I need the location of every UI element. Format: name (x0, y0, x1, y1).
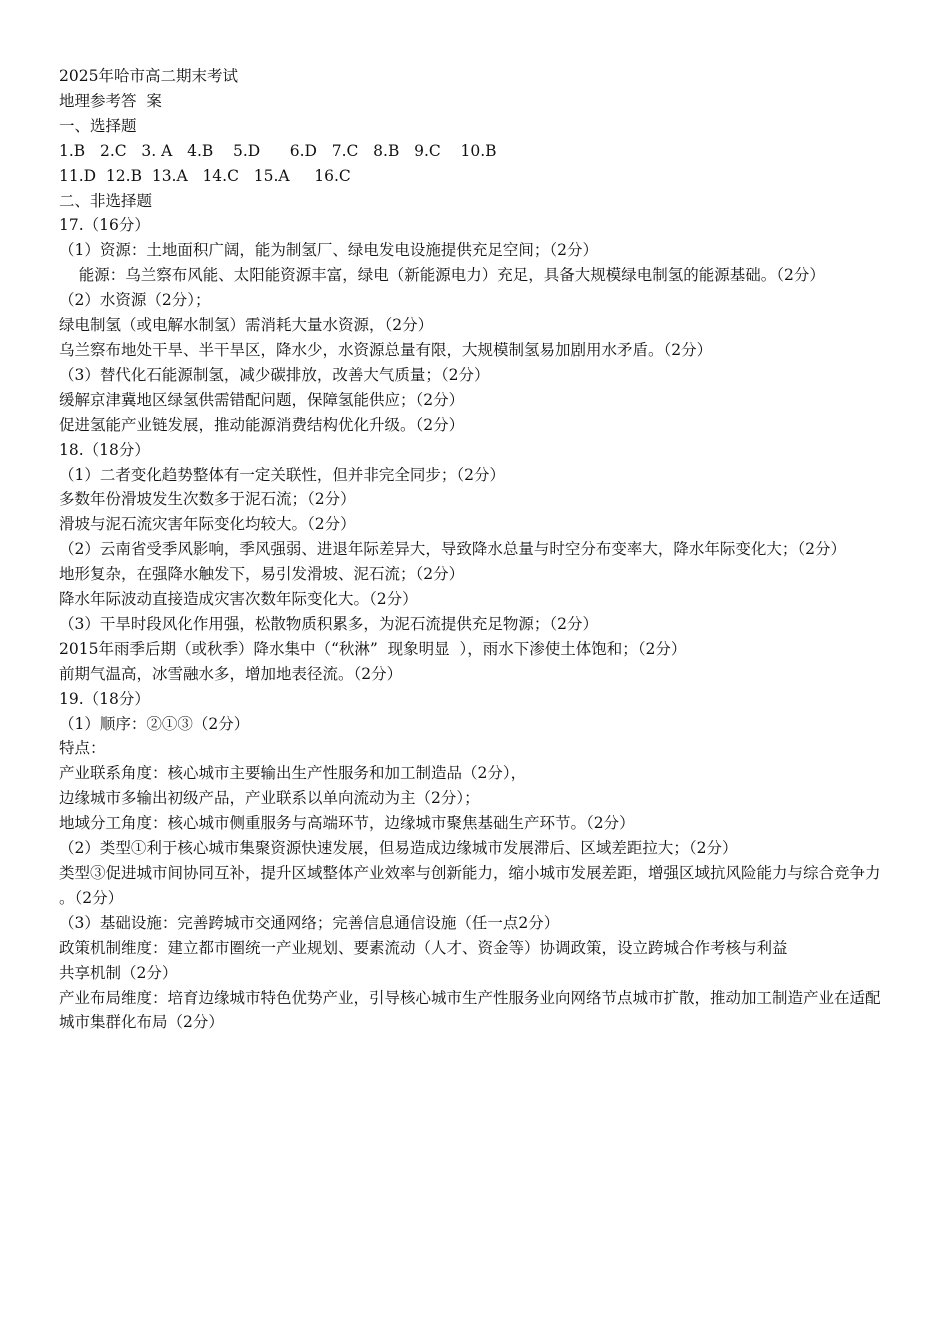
q17-line: 缓解京津冀地区绿氢供需错配问题，保障氢能供应；（2分） (59, 390, 465, 409)
q17-line: （3）替代化石能源制氢，减少碳排放，改善大气质量；（2分） (59, 365, 490, 384)
q19-line: （1）顺序：②①③（2分） (59, 714, 250, 733)
q17-line: （1）资源：土地面积广阔，能为制氢厂、绿电发电设施提供充足空间；（2分） (59, 241, 598, 260)
q17-line: 乌兰察布地处干旱、半干旱区，降水少，水资源总量有限，大规模制氢易加剧用水矛盾。（2分） (59, 340, 713, 359)
q19-line: （3）基础设施：完善跨城市交通网络；完善信息通信设施（任一点2分） (59, 913, 560, 932)
q19-line: （2）类型①利于核心城市集聚资源快速发展，但易造成边缘城市发展滞后、区域差距拉大；（2分） (59, 839, 738, 858)
q19-line: 共享机制（2分） (59, 963, 178, 982)
q19-line: 类型③促进城市间协同互补，提升区域整体产业效率与创新能力，缩小城市发展差距，增强区域抗风险能力与综合竞争力 。（2分） (59, 864, 891, 907)
question-19-header: 19.（18分） (59, 689, 150, 708)
choice-answers-row-2: 11.D 12.B 13.A 14.C 15.A 16.C (59, 166, 351, 185)
document-title: 2025年哈市高二期末考试 (59, 67, 238, 85)
q17-line: 能源：乌兰察布风能、太阳能资源丰富，绿电（新能源电力）充足，具备大规模绿电制氢的能源基础。（2分） (59, 266, 825, 285)
q19-line: 边缘城市多输出初级产品，产业联系以单向流动为主（2分）； (59, 789, 480, 808)
answer-document (59, 64, 895, 1035)
q18-line: 降水年际波动直接造成灾害次数年际变化大。（2分） (59, 590, 418, 609)
q18-line: （2）云南省受季风影响，季风强弱、进退年际差异大，导致降水总量与时空分布变率大，降水年际变化大；（2分） (59, 540, 846, 559)
q18-line: （3）干旱时段风化作用强，松散物质积累多，为泥石流提供充足物源；（2分） (59, 614, 598, 633)
q18-line: 地形复杂，在强降水触发下，易引发滑坡、泥石流；（2分） (59, 565, 465, 584)
q18-line: （1）二者变化趋势整体有一定关联性，但并非完全同步；（2分） (59, 465, 505, 484)
document-subtitle: 地理参考答 案 (59, 91, 162, 110)
q17-line: 促进氢能产业链发展，推动能源消费结构优化升级。（2分） (59, 415, 465, 434)
section-heading-choice: 一、选择题 (59, 116, 137, 135)
q19-line: 地域分工角度：核心城市侧重服务与高端环节，边缘城市聚焦基础生产环节。（2分） (59, 814, 635, 833)
q17-line: 绿电制氢（或电解水制氢）需消耗大量水资源，（2分） (59, 316, 434, 335)
q19-line: 产业联系角度：核心城市主要输出生产性服务和加工制造品（2分）， (59, 764, 527, 783)
q18-line: 2015年雨季后期（或秋季）降水集中（“秋淋” 现象明显 ），雨水下渗使土体饱和；（2分） (59, 639, 687, 658)
choice-answers-row-1: 1.B 2.C 3. A 4.B 5.D 6.D 7.C 8.B 9.C 10.B (59, 141, 497, 160)
q19-line: 政策机制维度：建立都市圈统一产业规划、要素流动（人才、资金等）协调政策，设立跨城合作考核与利益 (59, 938, 788, 957)
q18-line: 多数年份滑坡发生次数多于泥石流；（2分） (59, 490, 356, 509)
question-17-header: 17.（16分） (59, 216, 150, 235)
q18-line: 滑坡与泥石流灾害年际变化均较大。（2分） (59, 515, 356, 534)
q19-line: 特点： (59, 739, 106, 758)
q18-line: 前期气温高，冰雪融水多，增加地表径流。（2分） (59, 664, 403, 683)
q19-line: 产业布局维度：培育边缘城市特色优势产业，引导核心城市生产性服务业向网络节点城市扩散，推动加工制造产业在适配城市集群化布局（2分） (59, 988, 881, 1032)
question-18-header: 18.（18分） (59, 440, 150, 459)
q17-line: （2）水资源（2分）； (59, 291, 211, 310)
section-heading-nonchoice: 二、非选择题 (59, 191, 153, 210)
